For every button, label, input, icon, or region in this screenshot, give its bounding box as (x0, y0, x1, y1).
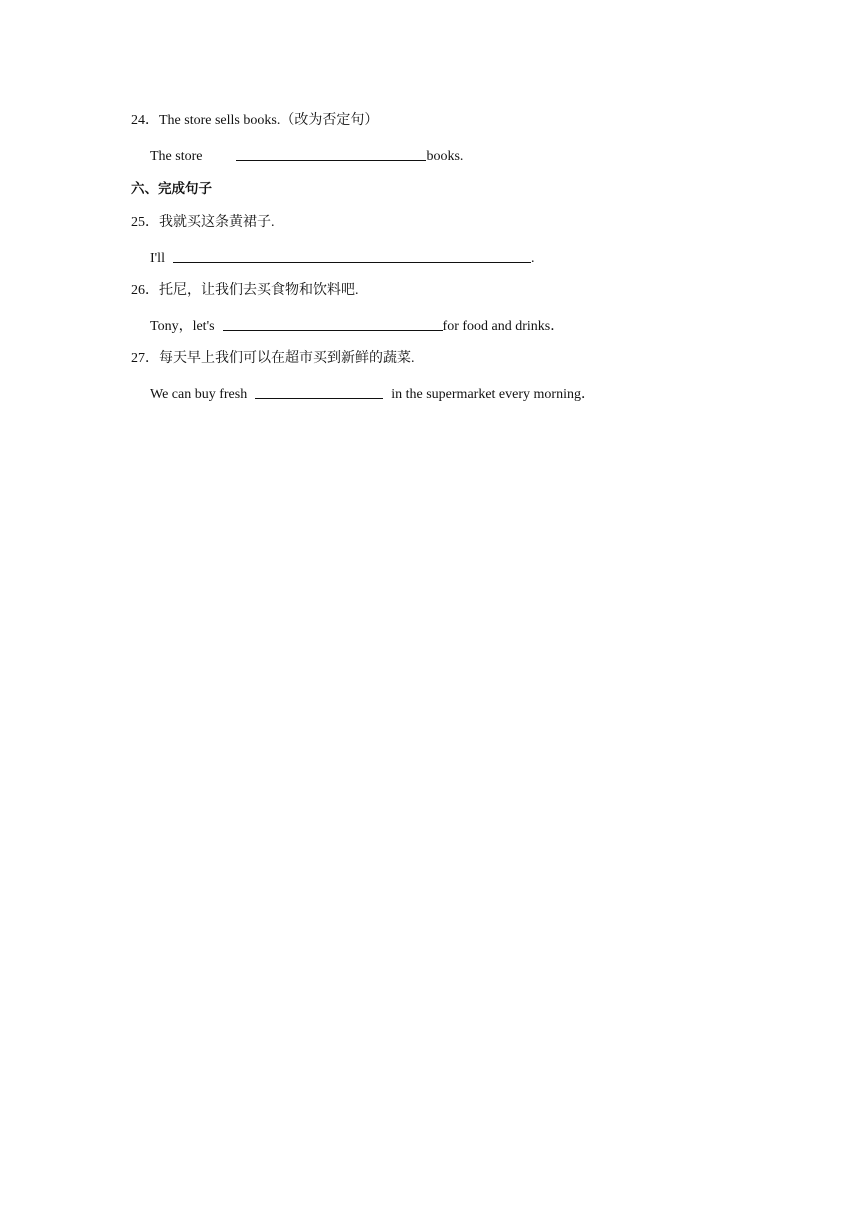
section-title: 六、完成句子 (131, 181, 212, 197)
answer-24-blank[interactable] (236, 147, 426, 161)
question-24-text: 24．The store sells books.（改为否定句） (131, 113, 379, 128)
answer-line-27 (150, 384, 595, 404)
question-27 (131, 350, 415, 368)
question-26-text: 26．托尼，让我们去买食物和饮料吧. (131, 283, 359, 298)
answer-25-suffix: . (530, 251, 535, 266)
answer-line-24 (150, 146, 463, 166)
question-26 (131, 282, 359, 300)
answer-25-prefix: I'll (150, 251, 165, 266)
answer-line-26 (150, 316, 564, 336)
answer-27-prefix: We can buy fresh (150, 387, 248, 402)
answer-27-blank[interactable] (255, 385, 383, 399)
question-24 (131, 112, 378, 130)
section-heading (131, 180, 212, 198)
answer-26-blank[interactable] (223, 317, 443, 331)
answer-26-prefix: Tony，let's (150, 319, 215, 334)
question-27-text: 27．每天早上我们可以在超市买到新鲜的蔬菜. (131, 351, 415, 366)
answer-25-blank[interactable] (173, 249, 531, 263)
question-25-text: 25．我就买这条黄裙子. (131, 215, 275, 230)
answer-24-suffix: books. (426, 149, 464, 164)
question-25 (131, 214, 275, 232)
answer-24-prefix: The store (150, 149, 203, 164)
answer-line-25 (150, 248, 534, 268)
answer-27-suffix: in the supermarket every morning． (391, 387, 595, 402)
answer-26-suffix: for food and drinks． (442, 319, 565, 334)
